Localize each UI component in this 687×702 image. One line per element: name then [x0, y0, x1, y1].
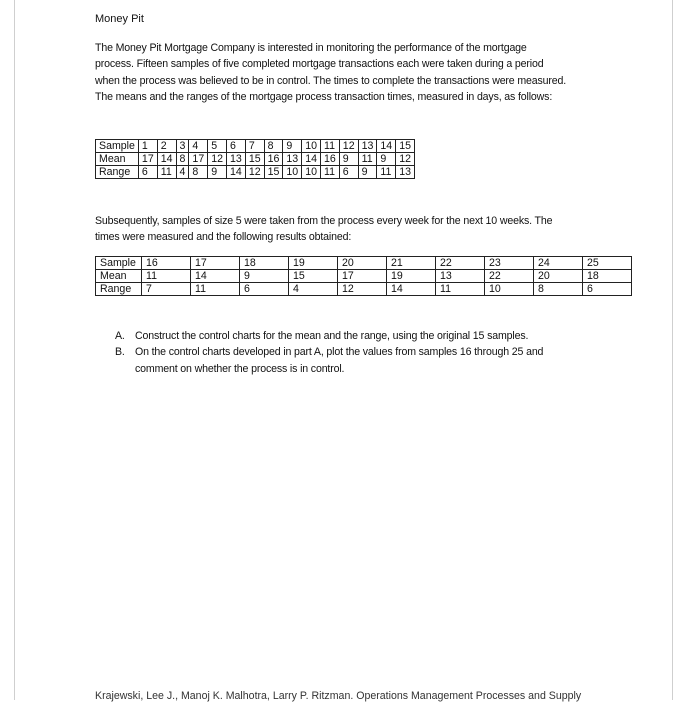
question-a	[115, 328, 543, 344]
table-cell: 16	[142, 257, 191, 270]
table-cell: 17	[191, 257, 240, 270]
table-cell: 2	[157, 140, 176, 153]
table-cell: 25	[583, 257, 632, 270]
table-cell: 13	[283, 153, 302, 166]
table-cell: 14	[191, 270, 240, 283]
row-label: Range	[96, 283, 142, 296]
table-cell: 12	[245, 166, 264, 179]
table-row	[96, 166, 415, 179]
table-cell: 8	[176, 153, 189, 166]
table-cell: 16	[321, 153, 340, 166]
table-cell: 17	[138, 153, 157, 166]
table-cell: 6	[583, 283, 632, 296]
table-cell: 10	[283, 166, 302, 179]
table-cell: 15	[289, 270, 338, 283]
row-label: Mean	[96, 270, 142, 283]
page-left-edge	[14, 0, 15, 700]
table-cell: 9	[283, 140, 302, 153]
citation-footer: Krajewski, Lee J., Manoj K. Malhotra, Larry P. Ritzman. Operations Management Processes and Supply	[95, 690, 582, 702]
table-cell: 15	[245, 153, 264, 166]
question-text: On the control charts developed in part A, plot the values from samples 16 through 25 and	[135, 346, 544, 359]
intro-line: The means and the ranges of the mortgage process transaction times, measured in days, as follows:	[95, 91, 553, 104]
table-cell: 8	[534, 283, 583, 296]
table-cell: 1	[138, 140, 157, 153]
table-cell: 11	[142, 270, 191, 283]
table-cell: 7	[245, 140, 264, 153]
table-cell: 8	[189, 166, 208, 179]
table-cell: 10	[302, 140, 321, 153]
table-cell: 11	[321, 140, 340, 153]
row-label: Range	[96, 166, 139, 179]
table-cell: 9	[240, 270, 289, 283]
table-cell: 14	[157, 153, 176, 166]
table-cell: 12	[396, 153, 415, 166]
table-cell: 13	[358, 140, 377, 153]
table-row	[96, 153, 415, 166]
table-cell: 11	[191, 283, 240, 296]
row-label: Sample	[96, 257, 142, 270]
table-cell: 11	[358, 153, 377, 166]
table-cell: 6	[227, 140, 246, 153]
subsequent-line: times were measured and the following results obtained:	[95, 231, 352, 244]
table-cell: 20	[338, 257, 387, 270]
question-text: comment on whether the process is in control.	[135, 362, 345, 375]
table-cell: 9	[208, 166, 227, 179]
table-cell: 4	[176, 166, 189, 179]
table-cell: 11	[157, 166, 176, 179]
table-cell: 15	[264, 166, 283, 179]
table-cell: 14	[377, 140, 396, 153]
table-cell: 8	[264, 140, 283, 153]
table-cell: 15	[396, 140, 415, 153]
table-cell: 6	[240, 283, 289, 296]
table-cell: 5	[208, 140, 227, 153]
table-row	[96, 257, 632, 270]
table-cell: 12	[339, 140, 358, 153]
table-cell: 13	[396, 166, 415, 179]
table-cell: 9	[358, 166, 377, 179]
table-cell: 12	[208, 153, 227, 166]
table-cell: 18	[240, 257, 289, 270]
table-cell: 11	[436, 283, 485, 296]
table-cell: 17	[338, 270, 387, 283]
question-label: A.	[115, 330, 125, 342]
table-cell: 22	[436, 257, 485, 270]
intro-paragraph	[95, 40, 615, 106]
page-title: Money Pit	[95, 13, 144, 25]
table-cell: 6	[339, 166, 358, 179]
table-cell: 18	[583, 270, 632, 283]
table-cell: 14	[227, 166, 246, 179]
table-cell: 3	[176, 140, 189, 153]
question-label: B.	[115, 346, 125, 359]
table-cell: 4	[289, 283, 338, 296]
table-cell: 9	[377, 153, 396, 166]
table-row	[96, 270, 632, 283]
table-cell: 19	[387, 270, 436, 283]
question-text: Construct the control charts for the mean and the range, using the original 15 samples.	[135, 330, 529, 342]
table-cell: 17	[189, 153, 208, 166]
table-cell: 11	[321, 166, 340, 179]
table-cell: 13	[436, 270, 485, 283]
table-cell: 7	[142, 283, 191, 296]
original-samples-table	[95, 139, 415, 179]
subsequent-line: Subsequently, samples of size 5 were taken from the process every week for the next 10 weeks. The	[95, 215, 553, 227]
table-cell: 21	[387, 257, 436, 270]
table-cell: 13	[227, 153, 246, 166]
table-cell: 22	[485, 270, 534, 283]
table-cell: 24	[534, 257, 583, 270]
table-cell: 10	[302, 166, 321, 179]
table-cell: 16	[264, 153, 283, 166]
table-row	[96, 283, 632, 296]
table-cell: 9	[339, 153, 358, 166]
page-right-edge	[672, 0, 673, 700]
table-cell: 23	[485, 257, 534, 270]
table-cell: 11	[377, 166, 396, 179]
row-label: Mean	[96, 153, 139, 166]
table-cell: 19	[289, 257, 338, 270]
table-cell: 14	[302, 153, 321, 166]
subsequent-samples-table	[95, 256, 632, 296]
table-cell: 4	[189, 140, 208, 153]
table-cell: 6	[138, 166, 157, 179]
table-cell: 10	[485, 283, 534, 296]
intro-line: process. Fifteen samples of five completed mortgage transactions each were taken during a period	[95, 58, 544, 71]
table-cell: 14	[387, 283, 436, 296]
question-b	[115, 344, 543, 377]
intro-line: The Money Pit Mortgage Company is interested in monitoring the performance of the mortgage	[95, 42, 527, 54]
subsequent-paragraph	[95, 213, 615, 246]
table-cell: 12	[338, 283, 387, 296]
questions-list	[115, 328, 543, 377]
intro-line: when the process was believed to be in control. The times to complete the transactions were measured.	[95, 74, 567, 87]
table-cell: 20	[534, 270, 583, 283]
table-row	[96, 140, 415, 153]
row-label: Sample	[96, 140, 139, 153]
